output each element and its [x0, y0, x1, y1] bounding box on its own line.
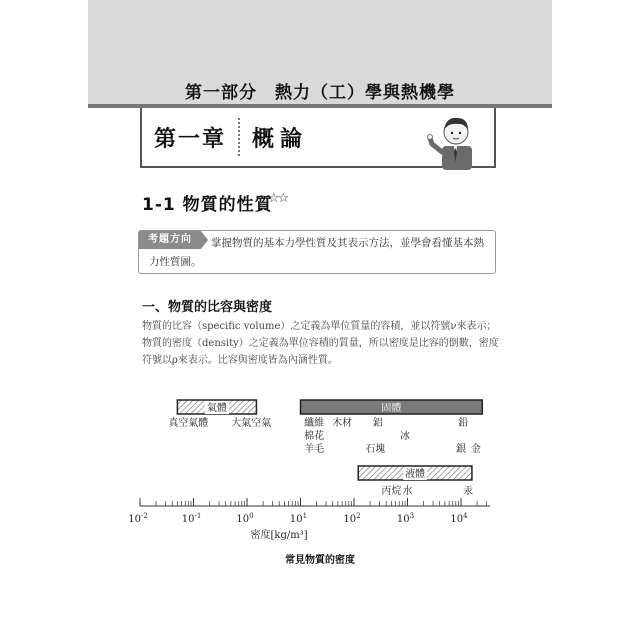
material-label: 大氣空氣 [231, 418, 272, 429]
material-label: 金 [470, 444, 481, 455]
x-tick-label: $10^0$ [236, 512, 254, 525]
material-label: 丙烷 [381, 486, 402, 497]
chapter-number: 第一章 [154, 127, 227, 152]
x-tick-label: $10^3$ [396, 512, 415, 525]
material-label: 銀 [456, 444, 466, 455]
x-tick-label: $10^4$ [450, 512, 468, 525]
material-label: 鉛 [458, 418, 469, 429]
material-label: 棉花 [304, 431, 325, 442]
x-axis-label: 密度[kg/m³] [250, 530, 308, 541]
exam-direction-text: 掌握物質的基本力學性質及其表示方法，並學會看懂基本熱力性質圖。 [149, 237, 484, 268]
range-bar-label: 固體 [381, 403, 402, 414]
material-label: 汞 [463, 486, 474, 497]
material-label: 木材 [332, 418, 353, 429]
material-label: 水 [402, 486, 413, 497]
range-bar-label: 液體 [405, 469, 426, 480]
material-label: 纖維 [304, 418, 325, 429]
material-label: 羊毛 [304, 444, 325, 455]
chapter-divider [238, 118, 240, 156]
material-label: 鋁 [372, 418, 383, 429]
section-title: 1-1 物質的性質 [142, 195, 273, 215]
x-tick-label: $10^1$ [289, 512, 308, 525]
teacher-illustration-icon [424, 108, 484, 170]
chart-caption: 常見物質的密度 [285, 555, 355, 566]
x-tick-label: $10^{-1}$ [181, 512, 202, 525]
x-tick-label: $10^2$ [343, 512, 361, 525]
material-label: 冰 [400, 431, 411, 442]
body-paragraph: 物質的比容（specific volume）之定義為單位質量的容積，並以符號ν來表示；物質的密度（density）之定義為單位容積的質量，所以密度是比容的倒數，密度符號以ρ來表示。比容與密度皆為內涵性質。 [142, 321, 499, 366]
subsection-title: 一、物質的比容與密度 [142, 300, 273, 315]
part-title: 第一部分 熱力（工）學與熱機學 [185, 83, 455, 103]
material-label: 真空氣體 [168, 418, 209, 429]
difficulty-stars: ☆☆ [268, 191, 288, 206]
exam-direction-tag: 考題方向 [139, 231, 201, 249]
density-chart [120, 388, 490, 548]
exam-direction-box [138, 230, 496, 274]
material-label: 石塊 [365, 444, 386, 455]
range-bar-label: 氣體 [206, 403, 227, 414]
chapter-name: 概論 [252, 127, 309, 152]
x-tick-label: $10^{-2}$ [128, 512, 148, 525]
